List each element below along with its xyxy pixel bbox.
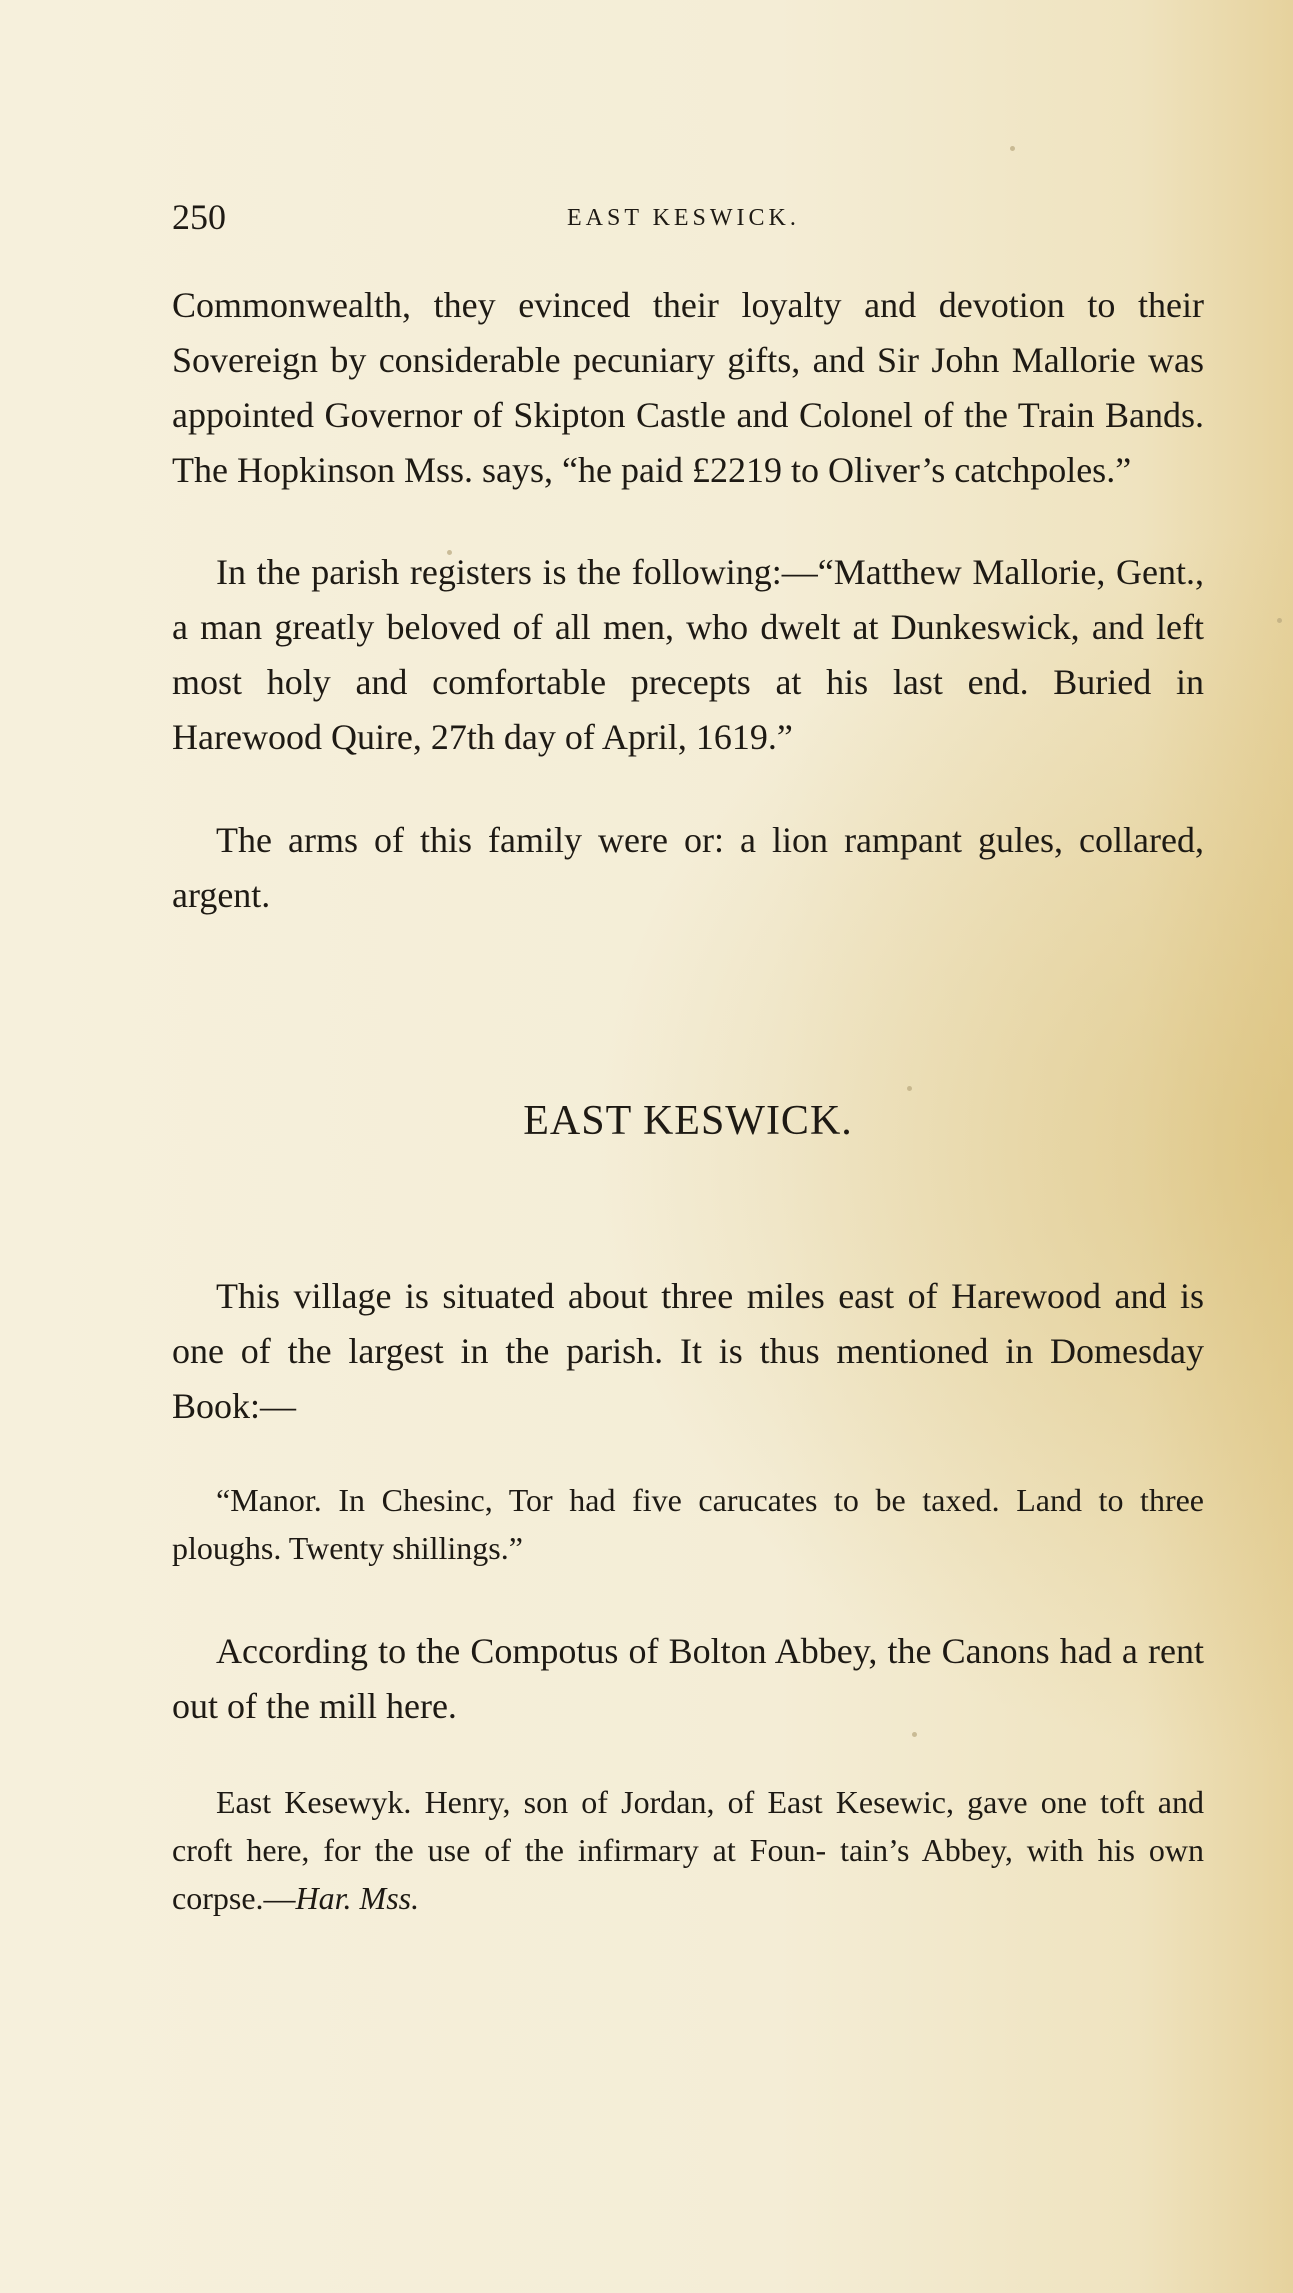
paragraph-village-situation: This village is situated about three miles east of Harewood and is one of the largest in the parish. It is thus mentioned in Domesday Book:— [172, 1276, 1204, 1426]
source-citation: Har. Mss. [295, 1880, 420, 1916]
running-title: EAST KESWICK. [567, 205, 800, 231]
paragraph-east-kesewyk-text: East Kesewyk. Henry, son of Jordan, of East Kesewic, gave one toft and croft here, for the use of the infirmary at Foun- tain’s Abbey, with his own corpse.— [172, 1784, 1204, 1916]
paragraph-parish-registers: In the parish registers is the following:—“Matthew Mallorie, Gent., a man greatly beloved of all men, who dwelt at Dunkeswick, and left most holy and comfortable precepts at his last end. Buried in Harewood Quire, 27th day of April, 1619.” [172, 552, 1204, 757]
paragraph-compotus: According to the Compotus of Bolton Abbey, the Canons had a rent out of the mill here. [172, 1631, 1204, 1726]
paragraph-family-arms: The arms of this family were or: a lion rampant gules, collared, argent. [172, 820, 1204, 915]
body-text [172, 278, 1204, 1922]
paragraph-domesday-quote: “Manor. In Chesinc, Tor had five carucates to be taxed. Land to three ploughs. Twenty shillings.” [172, 1482, 1204, 1566]
paragraph-commonwealth: Commonwealth, they evinced their loyalty and devotion to their Sovereign by considerable pecuniary gifts, and Sir John Mallorie was appointed Governor of Skipton Castle and Colonel of the Train Bands. The Hopkinson Mss. says, “he paid £2219 to Oliver’s catchpoles.” [172, 285, 1204, 490]
section-heading-wrapper [172, 1091, 1204, 1151]
paper-speck [1010, 146, 1015, 151]
paragraph-east-kesewyk [172, 1778, 1204, 1922]
paper-speck [1277, 618, 1282, 623]
page-number: 250 [172, 197, 226, 237]
running-head [172, 192, 1222, 242]
section-heading: EAST KESWICK. [523, 1098, 853, 1144]
